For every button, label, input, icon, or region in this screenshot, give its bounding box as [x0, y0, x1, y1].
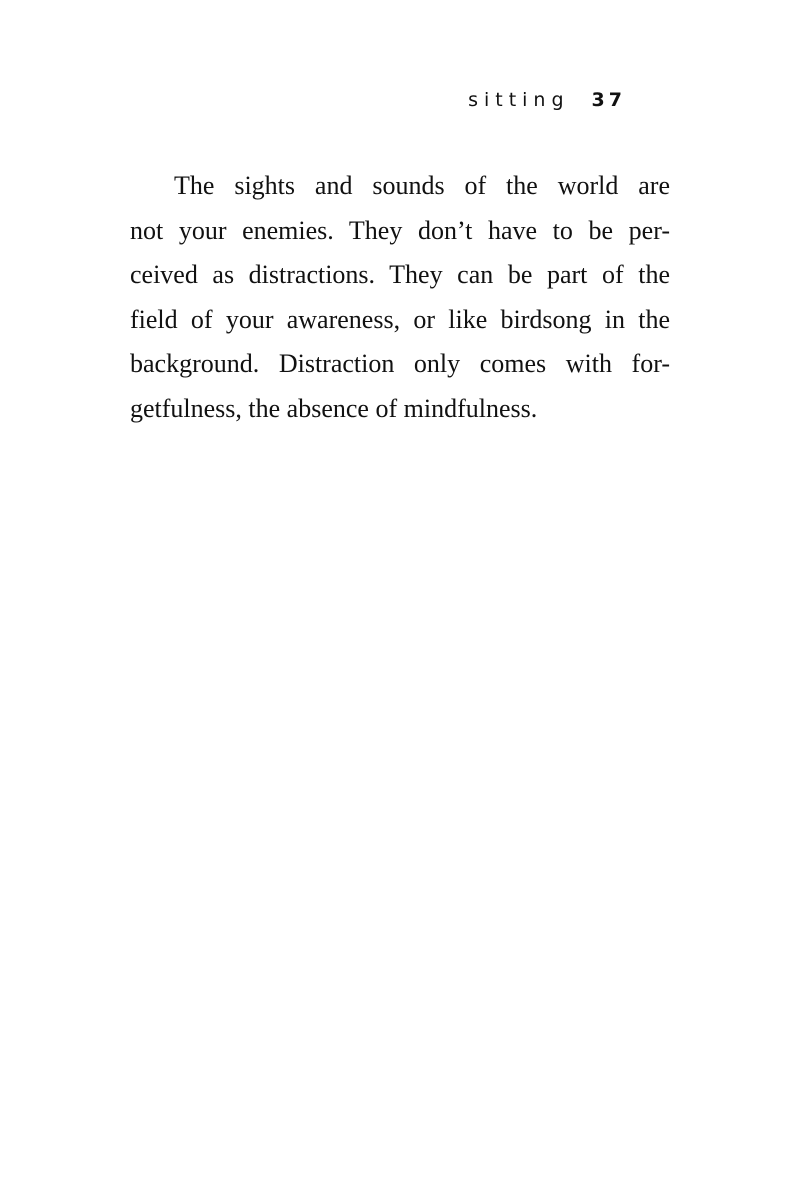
paragraph-line: The sights and sounds of the world are	[174, 171, 670, 200]
paragraph-line: ceived as distractions. They can be part of the	[130, 260, 670, 289]
body-paragraph	[130, 164, 670, 431]
page-number: 37	[591, 89, 626, 111]
paragraph-line: field of your awareness, or like birdsong in the	[130, 304, 670, 334]
paragraph-line: not your enemies. They don’t have to be per-	[130, 215, 670, 245]
running-title: sitting	[468, 89, 570, 111]
running-head	[468, 88, 626, 112]
paragraph-line: getfulness, the absence of mindfulness.	[130, 393, 538, 423]
paragraph-line: background. Distraction only comes with for-	[130, 349, 670, 378]
